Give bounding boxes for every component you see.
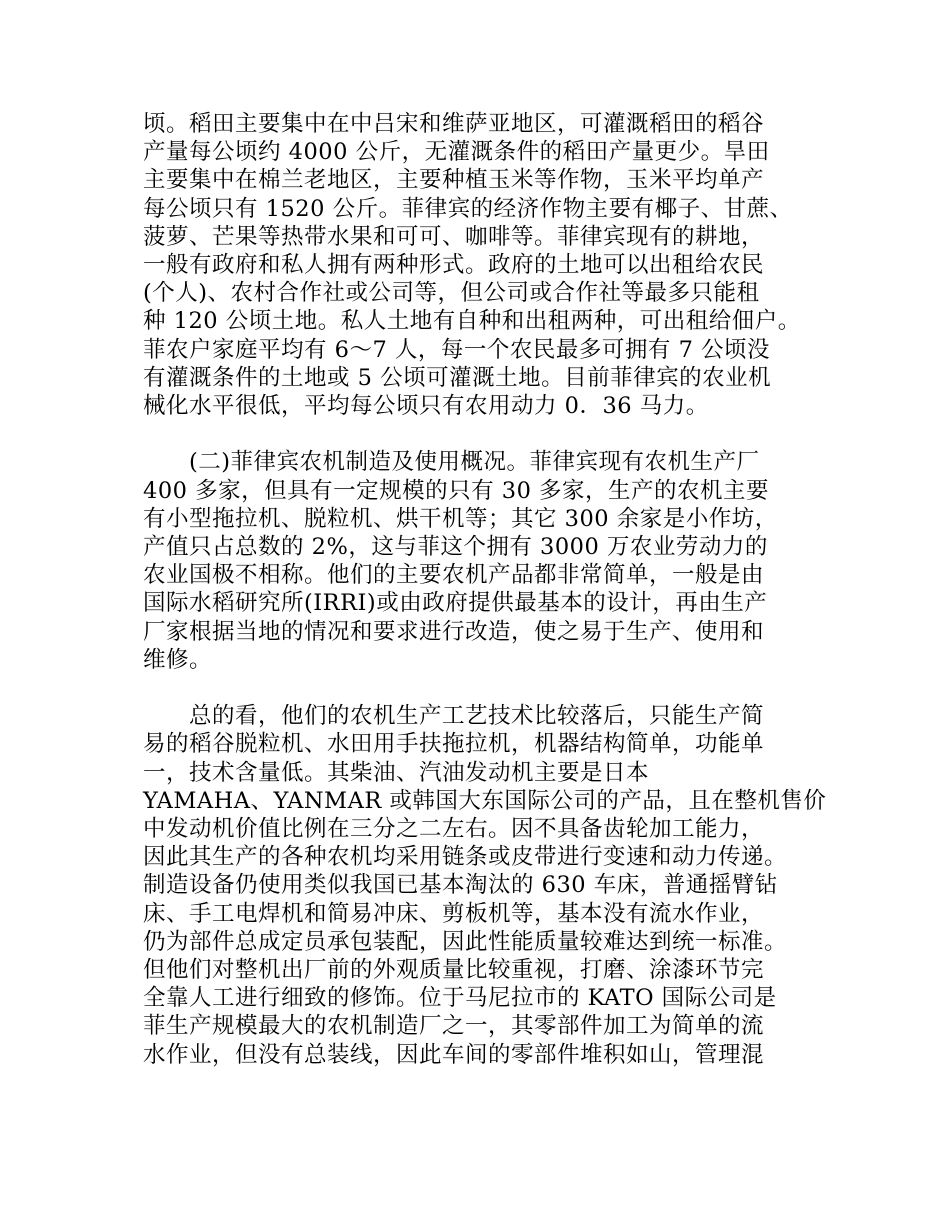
text-line: 但他们对整机出厂前的外观质量比较重视，打磨、涂漆环节完	[143, 957, 765, 984]
text-line: 一，技术含量低。其柴油、汽油发动机主要是日本	[143, 759, 650, 786]
paragraph-1	[143, 110, 833, 420]
text-line-content: (二)菲律宾农机制造及使用概况。菲律宾现有农机生产厂	[189, 449, 760, 476]
text-line: 农业国极不相称。他们的主要农机产品都非常简单，一般是由	[143, 562, 765, 589]
text-line: 维修。	[143, 646, 213, 673]
text-line: 产量每公顷约 4000 公斤，无灌溉条件的稻田产量更少。旱田	[143, 139, 770, 166]
text-line: 顷。稻田主要集中在中吕宋和维萨亚地区，可灌溉稻田的稻谷	[143, 111, 765, 137]
text-line: 易的稻谷脱粒机、水田用手扶拖拉机，机器结构简单，功能单	[143, 731, 765, 758]
text-line: 菲生产规模最大的农机制造厂之一，其零部件加工为简单的流	[143, 1013, 765, 1040]
text-line: 因此其生产的各种农机均采用链条或皮带进行变速和动力传递。	[143, 844, 788, 871]
document-body	[143, 110, 833, 1069]
text-line-content: 总的看，他们的农机生产工艺技术比较落后，只能生产简	[189, 703, 765, 730]
text-line: 400 多家，但具有一定规模的只有 30 多家，生产的农机主要	[143, 477, 770, 504]
text-line: 菲农户家庭平均有 6～7 人，每一个农民最多可拥有 7 公顷没	[143, 336, 771, 363]
text-line: 厂家根据当地的情况和要求进行改造，使之易于生产、使用和	[143, 618, 765, 645]
text-line: 国际水稻研究所(IRRI)或由政府提供最基本的设计，再由生产	[143, 590, 768, 617]
text-line: 产值只占总数的 2%，这与菲这个拥有 3000 万农业劳动力的	[143, 534, 768, 561]
text-line: 制造设备仍使用类似我国已基本淘汰的 630 车床，普通摇臂钻	[143, 872, 778, 899]
text-line	[143, 448, 833, 476]
text-line: 床、手工电焊机和简易冲床、剪板机等，基本没有流水作业，	[143, 900, 765, 927]
text-line: 有灌溉条件的土地或 5 公顷可灌溉土地。目前菲律宾的农业机	[143, 364, 772, 391]
text-line: 械化水平很低，平均每公顷只有农用动力 0．36 马力。	[143, 393, 709, 420]
text-line: (个人)、农村合作社或公司等，但公司或合作社等最多只能租	[143, 280, 760, 307]
text-line: 每公顷只有 1520 公斤。菲律宾的经济作物主要有椰子、甘蔗、	[143, 195, 793, 222]
text-line: 全靠人工进行细致的修饰。位于马尼拉市的 KATO 国际公司是	[143, 985, 777, 1012]
paragraph-2	[143, 448, 833, 674]
text-line: 仍为部件总成定员承包装配，因此性能质量较难达到统一标准。	[143, 928, 788, 955]
paragraph-3	[143, 702, 833, 1069]
text-line: YAMAHA、YANMAR 或韩国大东国际公司的产品，且在整机售价	[143, 787, 827, 814]
text-line: 菠萝、芒果等热带水果和可可、咖啡等。菲律宾现有的耕地，	[143, 223, 765, 250]
text-line: 种 120 公顷土地。私人土地有自种和出租两种，可出租给佃户。	[143, 308, 801, 335]
text-line: 水作业，但没有总装线，因此车间的零部件堆积如山，管理混	[143, 1041, 765, 1068]
text-line	[143, 702, 833, 730]
text-line: 主要集中在棉兰老地区，主要种植玉米等作物，玉米平均单产	[143, 167, 765, 194]
text-line: 有小型拖拉机、脱粒机、烘干机等；其它 300 余家是小作坊，	[143, 505, 778, 532]
text-line: 一般有政府和私人拥有两种形式。政府的土地可以出租给农民	[143, 252, 765, 279]
text-line: 中发动机价值比例在三分之二左右。因不具备齿轮加工能力，	[143, 816, 765, 843]
